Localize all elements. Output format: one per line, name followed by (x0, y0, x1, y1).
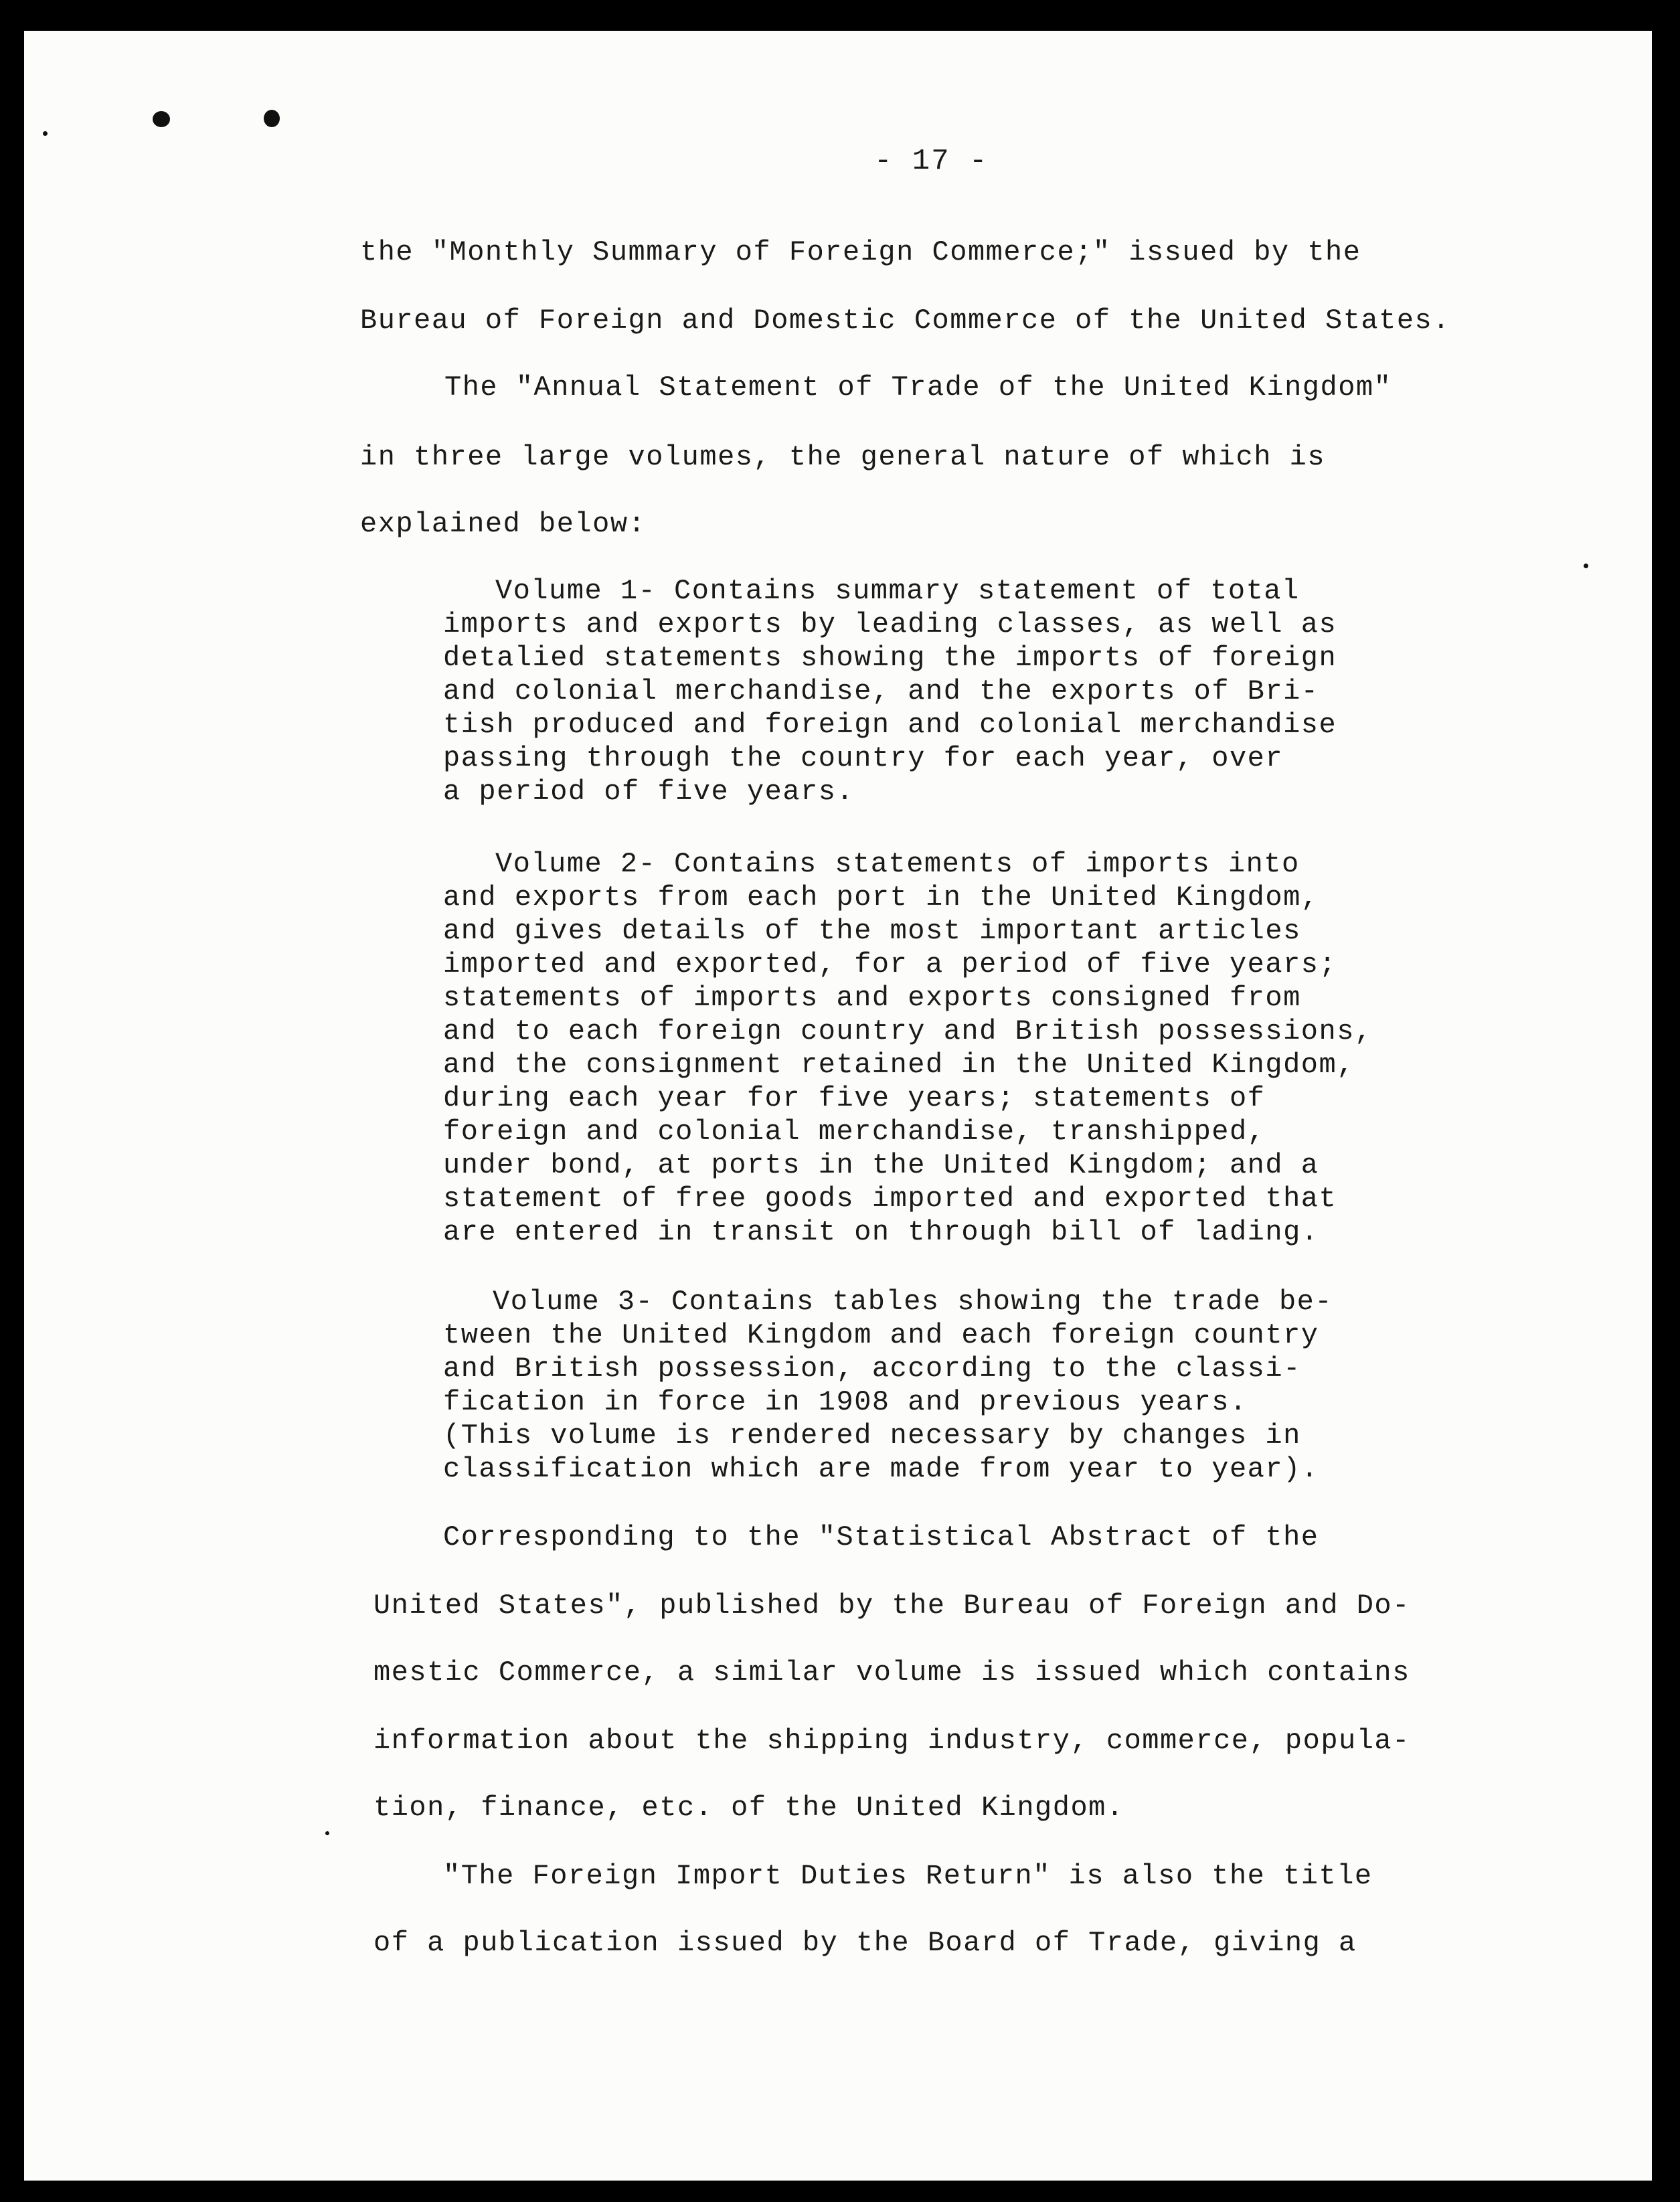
text-line: are entered in transit on through bill of lading. (443, 1216, 1319, 1248)
text-line: and exports from each port in the United Kingdom, (443, 881, 1319, 914)
speck-mark (325, 1831, 329, 1835)
text-line: The "Annual Statement of Trade of the United Kingdom" (444, 371, 1392, 404)
page-number: - 17 - (874, 145, 989, 178)
text-line: passing through the country for each year, over (443, 742, 1284, 774)
document-page (24, 31, 1652, 2181)
text-line: the "Monthly Summary of Foreign Commerce;" issued by the (360, 236, 1361, 268)
text-line: statements of imports and exports consigned from (443, 982, 1301, 1014)
text-line: and colonial merchandise, and the exports of Bri- (443, 675, 1319, 707)
text-line: explained below: (360, 508, 647, 540)
punch-hole-mark (264, 110, 280, 127)
text-line: Volume 2- Contains statements of imports into (495, 848, 1300, 880)
text-line: information about the shipping industry, commerce, popula- (373, 1725, 1410, 1757)
text-line: (This volume is rendered necessary by changes in (443, 1420, 1301, 1452)
text-line: classification which are made from year to year). (443, 1453, 1319, 1485)
text-line: under bond, at ports in the United Kingdom; and a (443, 1149, 1319, 1181)
text-line: during each year for five years; statements of (443, 1082, 1266, 1114)
text-line: tish produced and foreign and colonial merchandise (443, 709, 1337, 741)
text-line: of a publication issued by the Board of Trade, giving a (373, 1927, 1357, 1959)
speck-mark (1584, 564, 1588, 568)
text-line: imported and exported, for a period of five years; (443, 948, 1337, 981)
text-line: imports and exports by leading classes, as well as (443, 608, 1337, 641)
text-line: foreign and colonial merchandise, transhipped, (443, 1116, 1266, 1148)
text-line: mestic Commerce, a similar volume is issued which contains (373, 1657, 1410, 1689)
text-line: and the consignment retained in the United Kingdom, (443, 1049, 1355, 1081)
text-line: a period of five years. (443, 776, 855, 808)
text-line: in three large volumes, the general nature of which is (360, 441, 1326, 473)
text-line: Volume 1- Contains summary statement of total (495, 575, 1300, 607)
text-line: statement of free goods imported and exported that (443, 1183, 1337, 1215)
text-line: "The Foreign Import Duties Return" is also the title (443, 1860, 1373, 1892)
text-line: and to each foreign country and British possessions, (443, 1015, 1373, 1047)
text-line: detalied statements showing the imports of foreign (443, 642, 1337, 674)
text-line: Corresponding to the "Statistical Abstract of the (443, 1521, 1319, 1553)
text-line: tion, finance, etc. of the United Kingdom. (373, 1792, 1124, 1824)
text-line: Bureau of Foreign and Domestic Commerce of the United States. (360, 305, 1450, 337)
text-line: and British possession, according to the classi- (443, 1353, 1301, 1385)
text-line: tween the United Kingdom and each foreign country (443, 1319, 1319, 1351)
text-line: and gives details of the most important articles (443, 915, 1301, 947)
speck-mark (43, 131, 48, 136)
text-line: Volume 3- Contains tables showing the trade be- (493, 1286, 1333, 1318)
text-line: United States", published by the Bureau of Foreign and Do- (373, 1590, 1410, 1622)
punch-hole-mark (153, 111, 170, 127)
text-line: fication in force in 1908 and previous years. (443, 1386, 1248, 1418)
